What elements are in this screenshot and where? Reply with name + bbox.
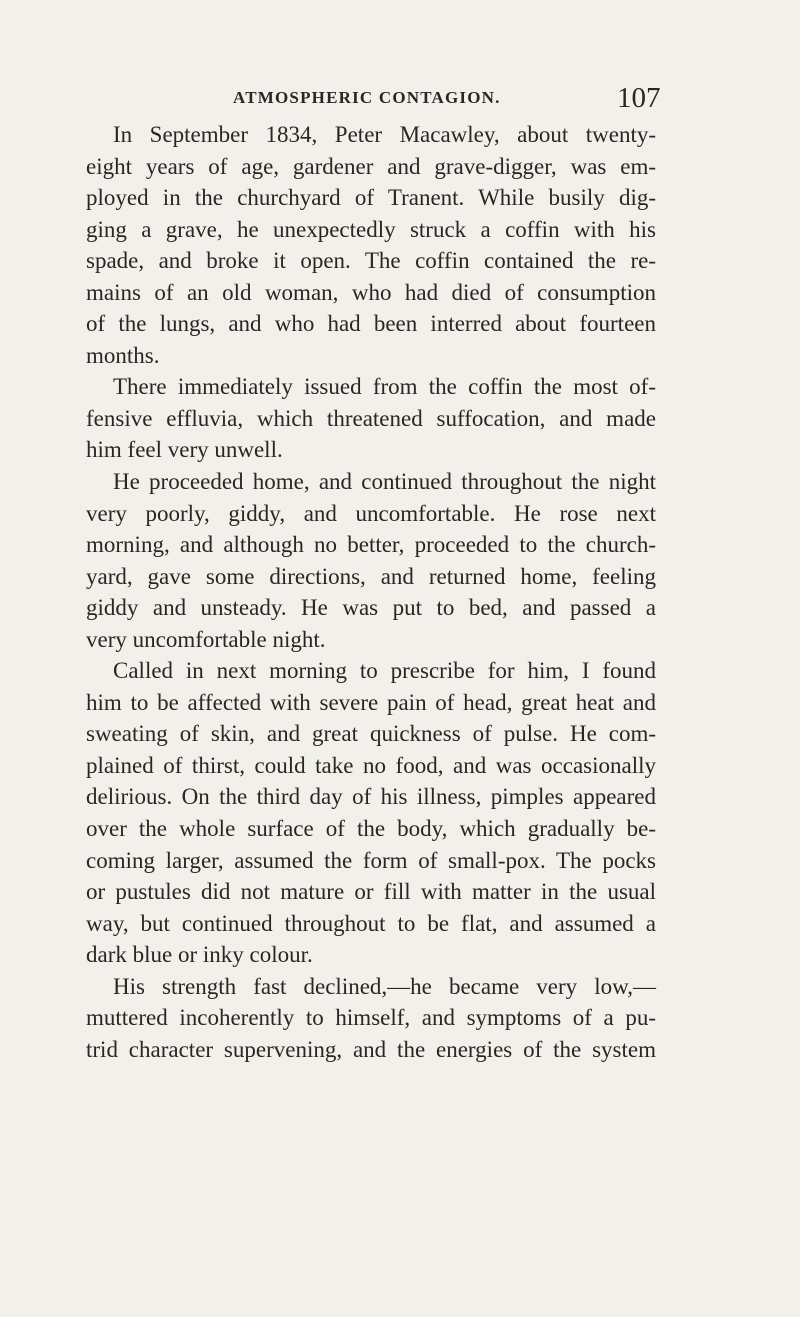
text-line: fensive effluvia, which threatened suffocation, and made [86, 405, 656, 431]
text-line: dark blue or inky colour. [86, 942, 313, 968]
running-head: ATMOSPHERIC CONTAGION. [233, 88, 501, 107]
text-line: him to be affected with severe pain of head, great heat and [86, 689, 656, 715]
text-line: muttered incoherently to himself, and symptoms of a pu- [86, 1005, 656, 1031]
text-line: sweating of skin, and great quickness of pulse. He com- [86, 721, 656, 747]
text-line: Called in next morning to prescribe for him, I found [113, 658, 656, 684]
text-line: coming larger, assumed the form of small-pox. The pocks [86, 847, 656, 873]
text-line: giddy and unsteady. He was put to bed, and passed a [86, 595, 656, 621]
text-line: or pustules did not mature or fill with matter in the usual [86, 879, 656, 905]
text-line: him feel very unwell. [86, 437, 283, 463]
text-line: yard, gave some directions, and returned home, feeling [86, 563, 656, 589]
body-text [86, 119, 656, 1065]
text-line: spade, and broke it open. The coffin contained the re- [86, 248, 656, 274]
page-number: 107 [617, 82, 661, 114]
text-line: There immediately issued from the coffin the most of- [113, 374, 656, 400]
text-line: way, but continued throughout to be flat, and assumed a [86, 910, 656, 936]
text-line: eight years of age, gardener and grave-digger, was em- [86, 153, 656, 179]
page-header [0, 82, 800, 118]
text-line: over the whole surface of the body, which gradually be- [86, 816, 656, 842]
text-line: ging a grave, he unexpectedly struck a coffin with his [86, 216, 656, 242]
text-line: plained of thirst, could take no food, and was occasionally [86, 752, 656, 778]
text-line: ployed in the churchyard of Tranent. While busily dig- [86, 185, 656, 211]
text-line: In September 1834, Peter Macawley, about twenty- [113, 122, 656, 147]
text-line: very poorly, giddy, and uncomfortable. He rose next [86, 500, 656, 526]
text-line: He proceeded home, and continued throughout the night [113, 469, 656, 495]
text-line: morning, and although no better, proceeded to the church- [86, 532, 656, 558]
text-line: very uncomfortable night. [86, 626, 326, 652]
text-line: mains of an old woman, who had died of consumption [86, 279, 656, 305]
text-line: trid character supervening, and the energies of the system [86, 1036, 656, 1062]
text-line: delirious. On the third day of his illness, pimples appeared [86, 784, 656, 810]
text-line: months. [86, 342, 160, 368]
text-line: His strength fast declined,—he became very low,— [113, 973, 656, 999]
text-line: of the lungs, and who had been interred about fourteen [86, 311, 656, 337]
